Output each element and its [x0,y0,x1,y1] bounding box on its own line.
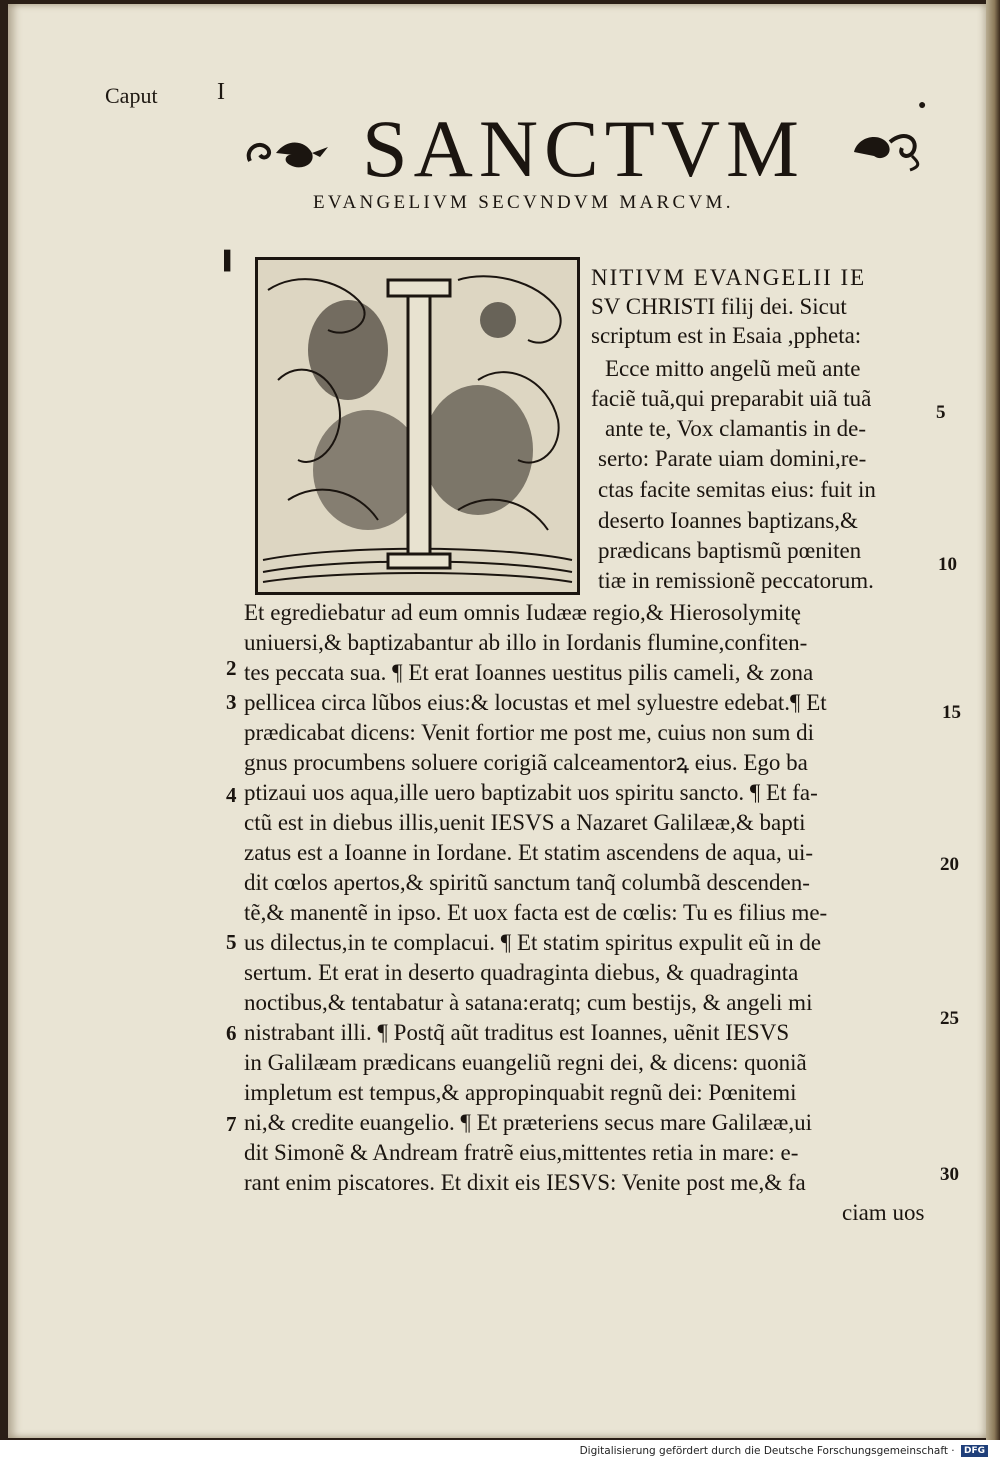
page-edge-shadow [986,0,1000,1440]
verse-number: 3 [226,690,237,714]
text-line: noctibus,& tentabatur à satana:eratq; cum bestijs, & angeli mi [244,990,813,1015]
text-line: prædicans baptismũ pœniten [598,538,862,563]
fleuron-left-ornament [242,131,332,177]
fleuron-right-ornament [848,126,928,174]
text-line: faciẽ tuã,qui preparabit uiã tuã [591,386,872,411]
paper-page [8,4,986,1438]
verse-number: 7 [226,1112,237,1136]
line-number: 10 [938,554,957,575]
text-line: prædicabat dicens: Venit fortior me post me, cuius non sum di [244,720,815,745]
text-line: tẽ,& manentẽ in ipso. Et uox facta est de cœlis: Tu es filius me- [244,900,828,925]
line-number: 20 [940,854,959,875]
text-line: NITIVM EVANGELII IE [591,265,867,290]
text-line: ctas facite semitas eius: fuit in [598,477,876,502]
text-line: gnus procumbens soluere corigiã calceamentorꝝ eius. Ego ba [244,750,808,775]
text-line: sertum. Et erat in deserto quadraginta diebus, & quadraginta [244,960,799,985]
digitization-credit [580,1445,988,1457]
line-number: 15 [942,702,961,723]
margin-mark: ▌ [224,250,237,270]
text-line: ptizaui uos aqua,ille uero baptizabit uos spiritu sancto. ¶ Et fa- [244,780,818,805]
caput-label: Caput [105,83,158,108]
text-line: us dilectus,in te complacui. ¶ Et statim spiritus expulit eũ in de [244,930,822,955]
text-line: ctũ est in diebus illis,uenit IESVS a Nazaret Galilææ,& bapti [244,810,806,835]
text-line: ni,& credite euangelio. ¶ Et præteriens secus mare Galilææ,ui [244,1110,813,1135]
text-line: impletum est tempus,& appropinquabit regnũ dei: Pœnitemi [244,1080,797,1105]
verse-number: 5 [226,930,237,954]
text-line: serto: Parate uiam domini,re- [598,446,867,471]
text-line: SV CHRISTI filij dei. Sicut [591,294,847,319]
page-title: SANCTVM [362,103,805,194]
text-line: uniuersi,& baptizabantur ab illo in Iordanis flumine,confiten- [244,630,808,655]
line-number: 30 [940,1164,959,1185]
text-line: zatus est a Ioanne in Iordane. Et statim ascendens de aqua, ui- [244,840,814,865]
chapter-number: I [217,79,225,105]
line-number: 5 [936,402,946,423]
verse-number: 6 [226,1021,237,1045]
line-number: 25 [940,1008,959,1029]
woodcut-initial [255,257,580,595]
text-line: ante te, Vox clamantis in de- [605,416,867,441]
text-line: nistrabant illi. ¶ Postq̃ aũt traditus est Ioannes, uẽnit IESVS [244,1020,790,1045]
text-line: deserto Ioannes baptizans,& [598,508,858,533]
text-line: tes peccata sua. ¶ Et erat Ioannes uestitus pilis cameli, & zona [244,660,814,685]
text-line: scriptum est in Esaia ,ppheta: [591,323,862,348]
verse-number: 4 [226,783,237,807]
verse-number: 2 [226,656,237,680]
credit-text: Digitalisierung gefördert durch die Deutsche Forschungsgemeinschaft · [579,1445,955,1457]
text-line: dit cœlos apertos,& spiritũ sanctum tanq̃ columbã descenden- [244,870,810,895]
text-line: Ecce mitto angelũ meũ ante [605,356,861,381]
corner-mark: ● [918,98,927,113]
text-line: dit Simonẽ & Andream fratrẽ eius,mittentes retia in mare: e- [244,1140,799,1165]
text-line: Et egrediebatur ad eum omnis Iudææ regio,& Hierosolymitę [244,600,801,625]
text-line: pellicea circa lũbos eius:& locustas et mel syluestre edebat.¶ Et [244,690,827,715]
dfg-logo: DFG [961,1445,988,1457]
text-line: tiæ in remissionẽ peccatorum. [598,568,874,593]
text-line: ciam uos [842,1200,925,1225]
woodcut-illustration [258,260,577,592]
text-line: in Galilæam prædicans euangeliũ regni dei, & dicens: quoniã [244,1050,807,1075]
page-subtitle: EVANGELIVM SECVNDVM MARCVM. [313,192,734,213]
text-line: rant enim piscatores. Et dixit eis IESVS: Venite post me,& fa [244,1170,806,1195]
